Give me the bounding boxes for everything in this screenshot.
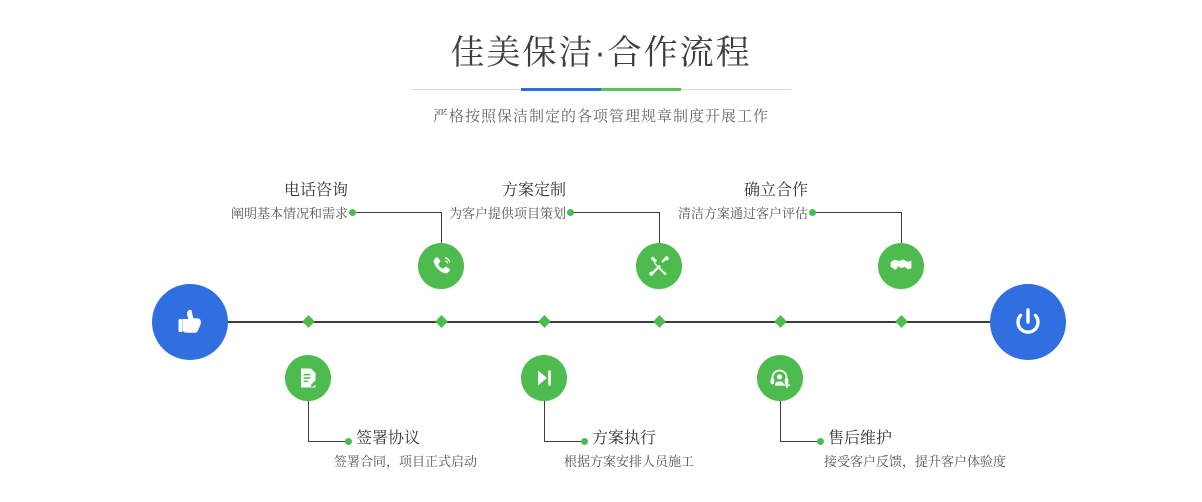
headset-support-icon [767, 365, 793, 391]
divider-accent-green [601, 88, 681, 91]
step-label-6 [824, 428, 1168, 472]
page-header [0, 30, 1202, 126]
step-node-5 [878, 243, 924, 289]
page-subtitle: 严格按照保洁制定的各项管理规章制度开展工作 [432, 108, 769, 125]
step-desc-2: 签署合同，项目正式启动 [334, 454, 478, 469]
step-connector-5-vertical [901, 212, 902, 243]
step-title-5: 确立合作 [743, 182, 808, 199]
step-dot-4 [581, 438, 588, 445]
divider-accent-blue [521, 88, 601, 91]
step-desc-4: 根据方案安排人员施工 [564, 454, 695, 469]
step-node-2 [285, 355, 331, 401]
axis-marker-1 [435, 315, 448, 328]
step-connector-5-horizontal [815, 212, 901, 213]
document-edit-icon [295, 365, 321, 391]
play-forward-icon [531, 365, 557, 391]
step-label-5 [522, 180, 808, 224]
step-connector-2-horizontal [308, 441, 348, 442]
step-node-6 [757, 355, 803, 401]
step-node-1 [418, 243, 464, 289]
power-icon [1008, 302, 1048, 342]
step-connector-4-horizontal [544, 441, 584, 442]
step-desc-3: 为客户提供项目策划 [448, 206, 566, 221]
step-connector-6-horizontal [780, 441, 820, 442]
axis-marker-3 [653, 315, 666, 328]
timeline-end-cap [990, 284, 1066, 360]
step-dot-5 [809, 209, 816, 216]
axis-marker-2 [302, 315, 315, 328]
step-desc-6: 接受客户反馈，提升客户体验度 [824, 454, 1007, 469]
step-desc-1: 阐明基本情况和需求 [230, 206, 348, 221]
step-connector-2-vertical [308, 401, 309, 441]
step-title-4: 方案执行 [592, 430, 657, 447]
phone-call-icon [428, 253, 454, 279]
axis-marker-5 [895, 315, 908, 328]
step-dot-6 [817, 438, 824, 445]
thumbs-up-icon [170, 302, 210, 342]
tools-icon [646, 253, 672, 279]
title-divider [411, 88, 791, 91]
step-desc-5: 清洁方案通过客户评估 [677, 206, 808, 221]
step-title-2: 签署协议 [356, 430, 421, 447]
axis-marker-6 [774, 315, 787, 328]
step-title-3: 方案定制 [501, 182, 566, 199]
timeline-start-cap [152, 284, 228, 360]
axis-marker-4 [538, 315, 551, 328]
handshake-icon [888, 253, 914, 279]
page-title: 佳美保洁·合作流程 [450, 34, 752, 72]
step-connector-4-vertical [544, 401, 545, 441]
step-node-4 [521, 355, 567, 401]
step-title-6: 售后维护 [828, 430, 893, 447]
process-timeline [0, 160, 1202, 502]
step-dot-2 [345, 438, 352, 445]
step-title-1: 电话咨询 [283, 182, 348, 199]
step-node-3 [636, 243, 682, 289]
step-connector-6-vertical [780, 401, 781, 441]
